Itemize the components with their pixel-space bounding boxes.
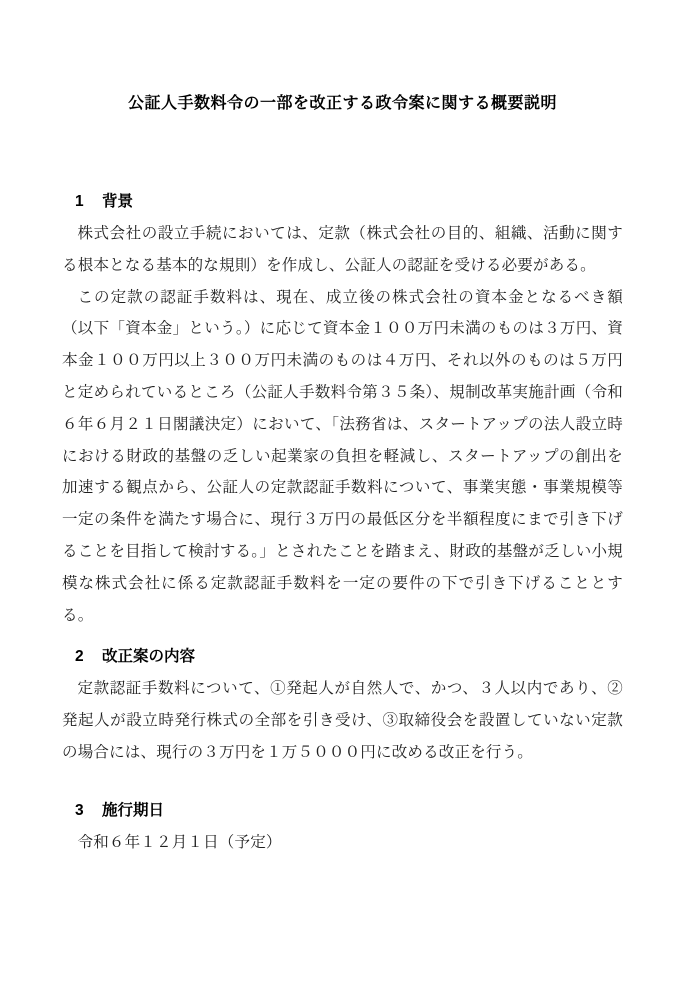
section-heading-label: 背景 [101,193,133,210]
section-effective-date [62,795,623,859]
section-heading-background [75,186,623,218]
section-heading-label: 施行期日 [101,801,164,819]
section-number: 1 [75,193,84,210]
paragraph-background-1: 株式会社の設立手続においては、定款（株式会社の目的、組織、活動に関する根本となる基本的な規則）を作成し、公証人の認証を受ける必要がある。 [62,225,623,274]
section-amendment-contents [62,641,623,768]
paragraph-amendment-contents: 定款認証手数料について、①発起人が自然人で、かつ、３人以内であり、②発起人が設立時発行株式の全部を引き受け、③取締役会を設置していない定款の場合には、現行の３万円を１万５０００円に改める改正を行う。 [62,680,623,761]
section-number: 2 [75,648,84,666]
document-title: 公証人手数料令の一部を改正する政令案に関する概要説明 [127,95,557,112]
paragraph-effective-date: 令和６年１２月１日（予定） [77,833,282,851]
section-heading-effective-date [75,795,623,827]
section-heading-amendment-contents [75,641,623,673]
section-heading-label: 改正案の内容 [101,648,195,666]
section-number: 3 [75,801,84,819]
paragraph-background-2: この定款の認証手数料は、現在、成立後の株式会社の資本金となるべき額（以下「資本金」という。）に応じて資本金１００万円未満のものは３万円、資本金１００万円以上３００万円未満のものは４万円、それ以外のものは５万円と定められているところ（公証人手数料令第３５条）、規制改革実施計画（令和６年６月２１日閣議決定）において、「法務省は、スタートアップの法人設立時における財政的基盤の乏しい起業家の負担を軽減し、スタートアップの創出を加速する観点から、公証人の定款認証手数料について、事業実態・事業規模等一定の条件を満たす場合に、現行３万円の最低区分を半額程度にまで引き下げることを目指して検討する。」とされたことを踏まえ、財政的基盤が乏しい小規模な株式会社に係る定款認証手数料を一定の要件の下で引き下げることとする。 [62,288,623,624]
section-background [62,186,623,631]
